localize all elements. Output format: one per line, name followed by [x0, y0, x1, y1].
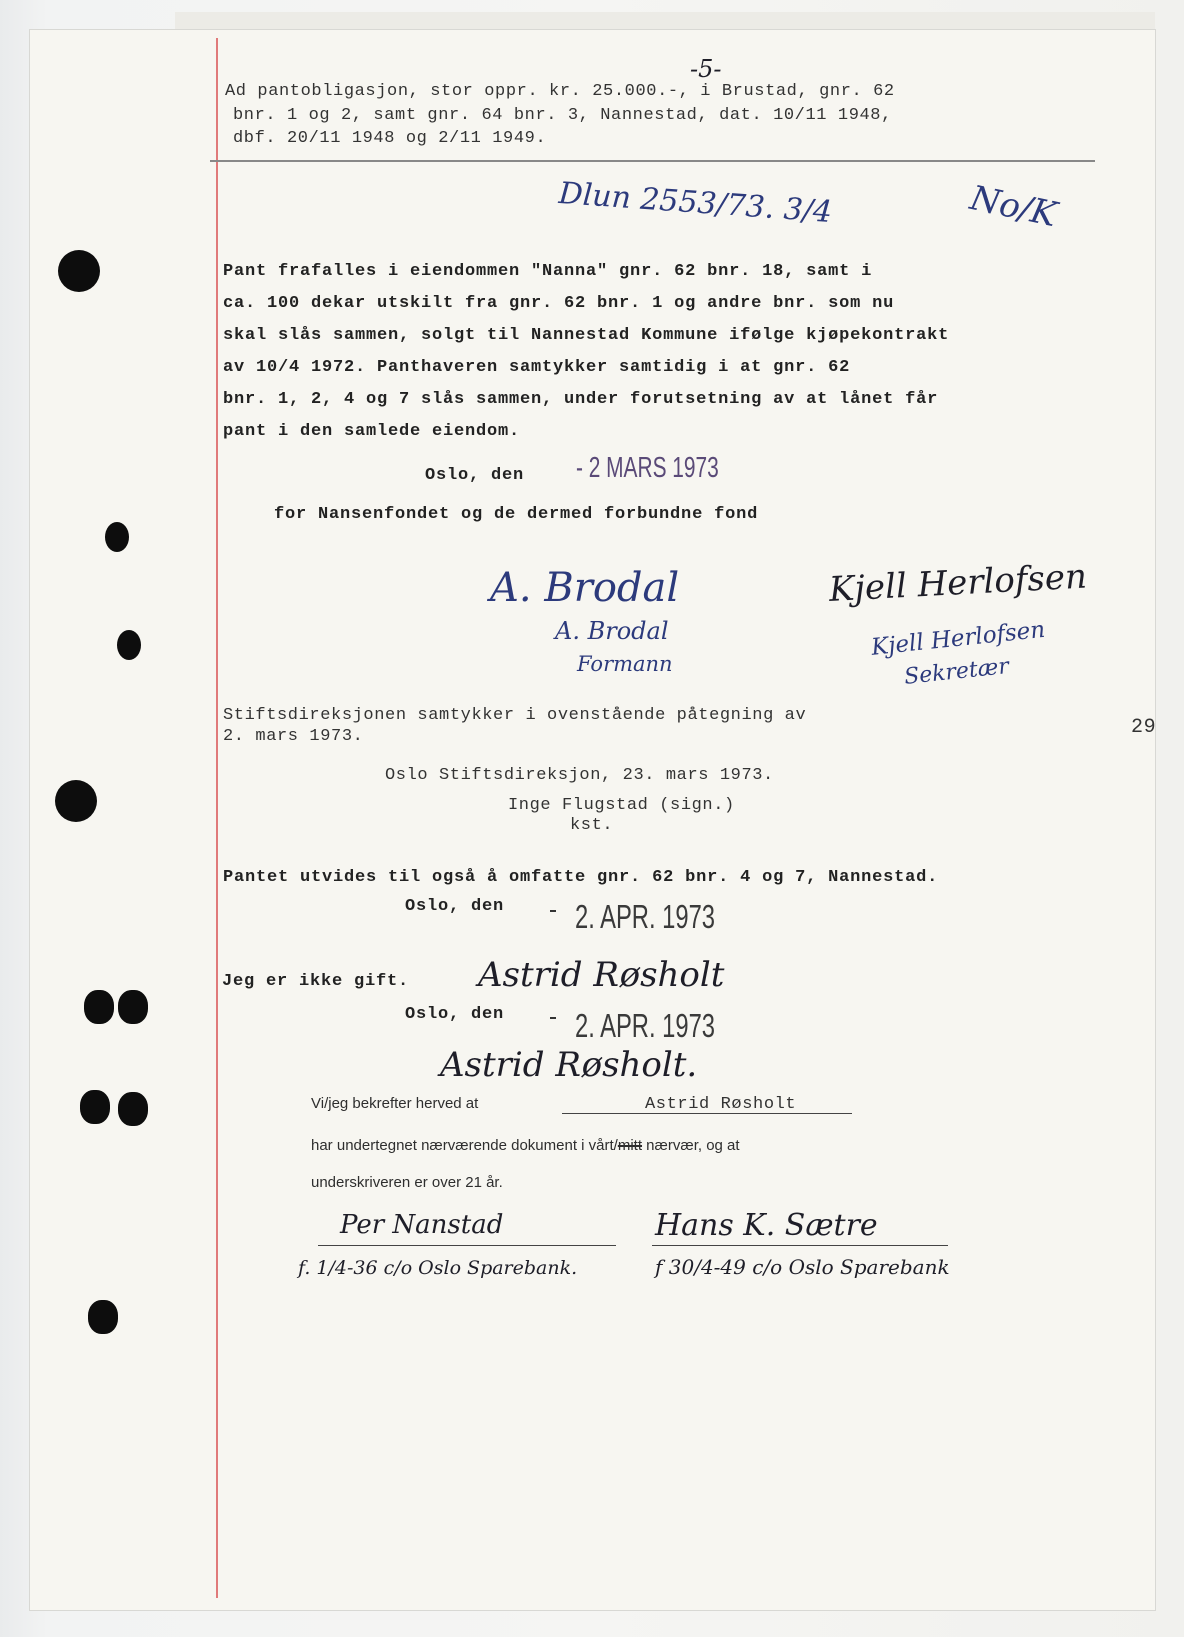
signature-rosholt-2: Astrid Røsholt.: [440, 1045, 698, 1085]
witness-1-info: f. 1/4-36 c/o Oslo Sparebank.: [298, 1257, 578, 1279]
page-number: -5-: [690, 55, 722, 83]
margin-number: 29: [1131, 716, 1157, 739]
extension-place: Oslo, den: [405, 897, 505, 916]
handwritten-reference: Dlun 2553/73. 3/4: [557, 176, 834, 231]
punch-hole: [118, 1092, 148, 1126]
witness-2-info: f 30/4-49 c/o Oslo Sparebank: [655, 1255, 950, 1279]
punch-hole: [117, 630, 141, 660]
witness-1-line: [318, 1245, 616, 1246]
signature-rosholt-1: Astrid Røsholt: [478, 955, 725, 995]
extension-date-stamp: 2. APR. 1973: [575, 898, 716, 935]
header-line-3: dbf. 20/11 1948 og 2/11 1949.: [233, 129, 547, 148]
header-line-2: bnr. 1 og 2, samt gnr. 64 bnr. 3, Nannestad, dat. 10/11 1948,: [233, 106, 892, 125]
marital-text: Jeg er ikke gift.: [222, 972, 410, 991]
witness-2-signature: Hans K. Sætre: [655, 1208, 878, 1243]
extension-text: Pantet utvides til også å omfatte gnr. 62 bnr. 4 og 7, Nannestad.: [223, 868, 939, 887]
punch-hole: [58, 250, 100, 292]
witness-name: Astrid Røsholt: [645, 1095, 797, 1114]
signature-brodal: A. Brodal: [490, 565, 680, 611]
name-herlofsen: Kjell Herlofsen: [870, 616, 1047, 661]
stift-line-2: 2. mars 1973.: [223, 727, 364, 746]
witness-line-2: [311, 1137, 740, 1154]
witness-2-line: [652, 1245, 948, 1246]
witness-struck-word: mitt: [617, 1137, 643, 1154]
date-stamp: - 2 MARS 1973: [576, 452, 719, 484]
punch-hole: [118, 990, 148, 1024]
release-line-5: bnr. 1, 2, 4 og 7 slås sammen, under forutsetning av at lånet får: [223, 390, 939, 409]
punch-hole: [88, 1300, 118, 1334]
punch-hole: [55, 780, 97, 822]
header-line-1: Ad pantobligasjon, stor oppr. kr. 25.000.-, i Brustad, gnr. 62: [225, 82, 895, 101]
witness-line-2-b: nærvær, og at: [642, 1137, 740, 1154]
release-line-2: ca. 100 dekar utskilt fra gnr. 62 bnr. 1 og andre bnr. som nu: [223, 294, 895, 313]
marital-place: Oslo, den: [405, 1005, 505, 1024]
marital-date-stamp: 2. APR. 1973: [575, 1007, 716, 1044]
stift-signer: Inge Flugstad (sign.): [508, 796, 735, 815]
header-divider: [210, 160, 1095, 162]
punch-hole: [84, 990, 114, 1024]
punch-hole: [105, 522, 129, 552]
witness-line-2-a: har undertegnet nærværende dokument i vårt/: [311, 1137, 618, 1154]
punch-hole: [80, 1090, 110, 1124]
release-line-6: pant i den samlede eiendom.: [223, 422, 521, 441]
red-margin-line: [216, 38, 218, 1598]
title-sekretaer: Sekretær: [903, 654, 1011, 690]
stift-place-date: Oslo Stiftsdireksjon, 23. mars 1973.: [385, 766, 774, 785]
stift-signer-role: kst.: [570, 816, 614, 835]
on-behalf-line: for Nansenfondet og de dermed forbundne fond: [274, 505, 759, 524]
release-line-4: av 10/4 1972. Panthaveren samtykker samtidig i at gnr. 62: [223, 358, 851, 377]
signature-herlofsen: Kjell Herlofsen: [828, 556, 1088, 610]
title-formann: Formann: [577, 652, 673, 676]
release-line-1: Pant frafalles i eiendommen "Nanna" gnr. 62 bnr. 18, samt i: [223, 262, 873, 281]
name-brodal: A. Brodal: [555, 617, 669, 645]
release-place: Oslo, den: [425, 466, 525, 485]
handwritten-mark: No/K: [966, 178, 1061, 236]
stift-line-1: Stiftsdireksjonen samtykker i ovenstående påtegning av: [223, 706, 807, 725]
witness-1-signature: Per Nanstad: [340, 1210, 504, 1240]
witness-prefix: Vi/jeg bekrefter herved at: [311, 1095, 479, 1112]
release-line-3: skal slås sammen, solgt til Nannestad Kommune ifølge kjøpekontrakt: [223, 326, 950, 345]
witness-line-3: underskriveren er over 21 år.: [311, 1174, 503, 1191]
dash-mark: [550, 1017, 556, 1019]
dash-mark: [550, 910, 556, 912]
